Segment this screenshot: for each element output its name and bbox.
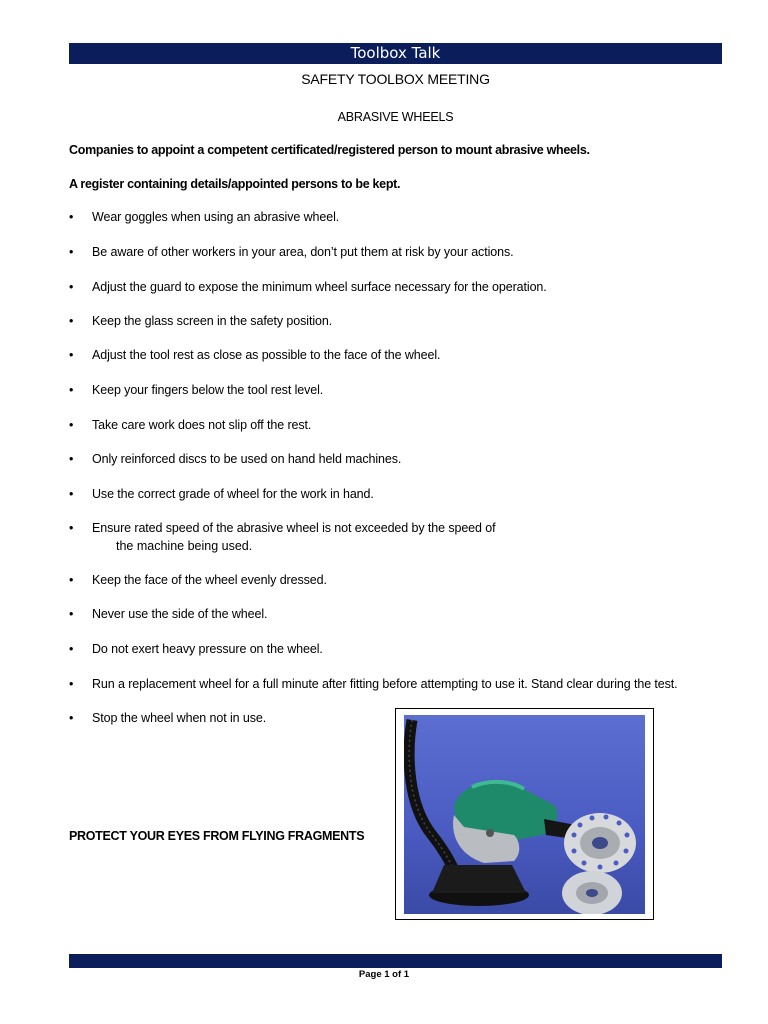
footer-banner xyxy=(69,954,722,968)
bullet-icon: • xyxy=(69,418,74,432)
document-subtitle: ABRASIVE WHEELS xyxy=(337,110,454,124)
intro-line: A register containing details/appointed persons to be kept. xyxy=(69,177,401,191)
bullet-text: Use the correct grade of wheel for the work in hand. xyxy=(92,487,374,501)
bullet-text: Run a replacement wheel for a full minute after fitting before attempting to use it. Stand clear during the test. xyxy=(92,677,678,691)
document-title: SAFETY TOOLBOX MEETING xyxy=(301,71,490,87)
bullet-text: Ensure rated speed of the abrasive wheel is not exceeded by the speed of xyxy=(92,521,496,535)
intro-line: Companies to appoint a competent certificated/registered person to mount abrasive wheels. xyxy=(69,143,590,157)
bullet-icon: • xyxy=(69,521,74,535)
page-number: Page 1 of 1 xyxy=(358,969,410,980)
bullet-text: Stop the wheel when not in use. xyxy=(92,711,267,725)
photo-background xyxy=(404,715,645,914)
hose-icon xyxy=(409,720,456,875)
bullet-text: Take care work does not slip off the rest. xyxy=(92,418,312,432)
bullet-text: Wear goggles when using an abrasive wheel. xyxy=(92,210,340,224)
bullet-icon: • xyxy=(69,245,74,259)
closing-warning: PROTECT YOUR EYES FROM FLYING FRAGMENTS xyxy=(69,829,365,843)
bullet-icon: • xyxy=(69,573,74,587)
bullet-text: Keep your fingers below the tool rest level. xyxy=(92,383,324,397)
bullet-icon: • xyxy=(69,210,74,224)
bullet-text: Never use the side of the wheel. xyxy=(92,607,268,621)
bullet-text: Be aware of other workers in your area, don’t put them at risk by your actions. xyxy=(92,245,514,259)
bullet-icon: • xyxy=(69,452,74,466)
bullet-icon: • xyxy=(69,280,74,294)
bullet-icon: • xyxy=(69,711,74,725)
bullet-icon: • xyxy=(69,383,74,397)
bullet-text: Keep the glass screen in the safety position. xyxy=(92,314,333,328)
angle-grinder-photo xyxy=(395,708,654,920)
bullet-icon: • xyxy=(69,487,74,501)
bullet-icon: • xyxy=(69,314,74,328)
bullet-text: Do not exert heavy pressure on the wheel. xyxy=(92,642,323,656)
banner-title: Toolbox Talk xyxy=(350,44,441,62)
bullet-icon: • xyxy=(69,642,74,656)
bullet-icon: • xyxy=(69,348,74,362)
bullet-continuation: the machine being used. xyxy=(116,539,253,553)
bullet-text: Adjust the guard to expose the minimum wheel surface necessary for the operation. xyxy=(92,280,547,294)
bullet-icon: • xyxy=(69,607,74,621)
bullet-text: Adjust the tool rest as close as possible to the face of the wheel. xyxy=(92,348,441,362)
bullet-icon: • xyxy=(69,677,74,691)
header-banner xyxy=(69,43,722,64)
angle-grinder-illustration xyxy=(404,715,645,914)
bullet-text: Only reinforced discs to be used on hand held machines. xyxy=(92,452,402,466)
bullet-text: Keep the face of the wheel evenly dressed. xyxy=(92,573,327,587)
